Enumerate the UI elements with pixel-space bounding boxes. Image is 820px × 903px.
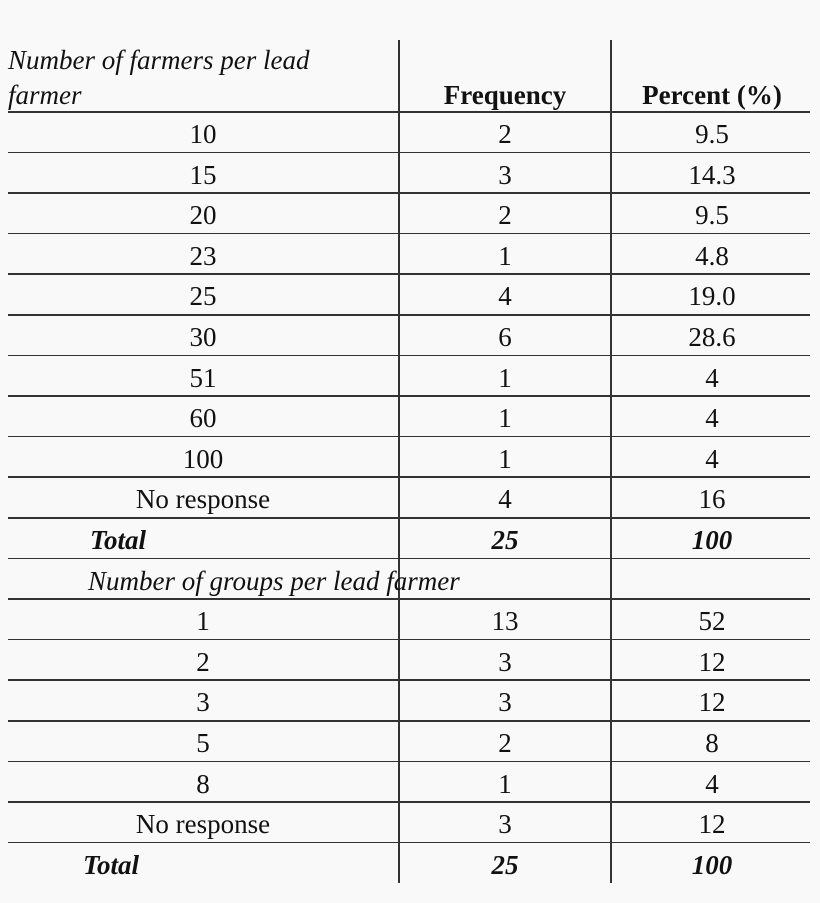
section1-row-2-percent: 9.5 bbox=[695, 200, 729, 231]
section2-row-rule-1 bbox=[8, 679, 810, 681]
section1-row-5-percent: 28.6 bbox=[688, 322, 736, 352]
section1-total-label: Total bbox=[90, 525, 147, 555]
section2-row-rule-4 bbox=[8, 801, 810, 803]
frequency-table bbox=[8, 0, 810, 903]
section1-row-2-frequency: 2 bbox=[498, 200, 512, 231]
section1-row-rule-3 bbox=[8, 273, 810, 275]
section2-title: Number of groups per lead farmer bbox=[88, 565, 460, 596]
section2-row-0-percent: 52 bbox=[698, 606, 726, 637]
section1-row-8-label: 100 bbox=[182, 443, 224, 474]
section2-last-rule bbox=[8, 842, 810, 844]
header-col1-line1: Number of farmers per lead bbox=[8, 45, 310, 75]
section1-row-7-percent: 4 bbox=[705, 403, 719, 434]
section1-row-rule-6 bbox=[8, 395, 810, 397]
section1-row-9-percent: 16 bbox=[698, 484, 726, 515]
section1-row-6-percent: 4 bbox=[705, 362, 719, 393]
section1-row-9-label: No response bbox=[135, 484, 271, 515]
section2-row-4-percent: 4 bbox=[705, 768, 719, 799]
section2-title-rule bbox=[8, 598, 810, 600]
section2-row-5-frequency: 3 bbox=[498, 809, 512, 840]
section1-row-rule-1 bbox=[8, 192, 810, 194]
section1-row-5-frequency: 6 bbox=[498, 322, 512, 352]
section2-row-0-label: 1 bbox=[196, 606, 210, 637]
section1-row-rule-7 bbox=[8, 436, 810, 438]
section1-row-0-frequency: 2 bbox=[498, 119, 512, 149]
section2-row-3-percent: 8 bbox=[705, 728, 719, 758]
section1-row-0-label: 10 bbox=[189, 119, 217, 149]
section1-row-8-frequency: 1 bbox=[498, 443, 512, 474]
section1-total-percent: 100 bbox=[691, 525, 733, 555]
section2-row-4-frequency: 1 bbox=[498, 768, 512, 799]
section2-row-3-label: 5 bbox=[196, 728, 210, 758]
section1-row-0-percent: 9.5 bbox=[695, 119, 729, 149]
section1-row-rule-8 bbox=[8, 476, 810, 478]
section1-total-frequency: 25 bbox=[491, 525, 519, 555]
section2-row-1-percent: 12 bbox=[698, 646, 726, 677]
section1-row-4-frequency: 4 bbox=[498, 281, 512, 312]
section2-total-percent: 100 bbox=[691, 849, 733, 880]
section2-row-2-frequency: 3 bbox=[498, 687, 512, 718]
section1-row-rule-0 bbox=[8, 152, 810, 154]
section1-row-5-label: 30 bbox=[189, 322, 217, 352]
section1-row-8-percent: 4 bbox=[705, 443, 719, 474]
header-col1-line2: farmer bbox=[8, 80, 82, 110]
section1-row-1-frequency: 3 bbox=[498, 159, 512, 190]
section2-row-1-label: 2 bbox=[196, 646, 210, 677]
section1-row-rule-5 bbox=[8, 355, 810, 357]
section1-row-2-label: 20 bbox=[189, 200, 217, 231]
section1-row-3-label: 23 bbox=[189, 240, 217, 271]
section1-row-rule-2 bbox=[8, 233, 810, 235]
section1-row-7-label: 60 bbox=[189, 403, 217, 434]
section2-row-5-label: No response bbox=[135, 809, 271, 840]
header-bottom-rule bbox=[8, 111, 810, 113]
section2-row-3-frequency: 2 bbox=[498, 728, 512, 758]
section2-row-1-frequency: 3 bbox=[498, 646, 512, 677]
section1-row-7-frequency: 1 bbox=[498, 403, 512, 434]
section2-row-2-percent: 12 bbox=[698, 687, 726, 718]
section2-row-rule-3 bbox=[8, 761, 810, 763]
section2-row-rule-2 bbox=[8, 720, 810, 722]
section1-row-1-percent: 14.3 bbox=[688, 159, 736, 190]
section1-row-3-frequency: 1 bbox=[498, 240, 512, 271]
section1-row-9-frequency: 4 bbox=[498, 484, 512, 515]
section2-row-5-percent: 12 bbox=[698, 809, 726, 840]
section2-row-0-frequency: 13 bbox=[491, 606, 519, 637]
section2-row-rule-0 bbox=[8, 639, 810, 641]
section2-row-2-label: 3 bbox=[196, 687, 210, 718]
section1-row-rule-4 bbox=[8, 314, 810, 316]
header-frequency: Frequency bbox=[443, 80, 567, 110]
section1-row-4-percent: 19.0 bbox=[688, 281, 736, 312]
section2-total-label: Total bbox=[83, 849, 140, 880]
section1-row-rule-9 bbox=[8, 517, 810, 519]
section1-row-6-label: 51 bbox=[189, 362, 217, 393]
section1-row-3-percent: 4.8 bbox=[695, 240, 729, 271]
section1-total-rule bbox=[8, 558, 810, 560]
header-percent: Percent (%) bbox=[642, 80, 782, 110]
section2-total-frequency: 25 bbox=[491, 849, 519, 880]
section2-row-4-label: 8 bbox=[196, 768, 210, 799]
section1-row-4-label: 25 bbox=[189, 281, 217, 312]
section1-row-1-label: 15 bbox=[189, 159, 217, 190]
section1-row-6-frequency: 1 bbox=[498, 362, 512, 393]
